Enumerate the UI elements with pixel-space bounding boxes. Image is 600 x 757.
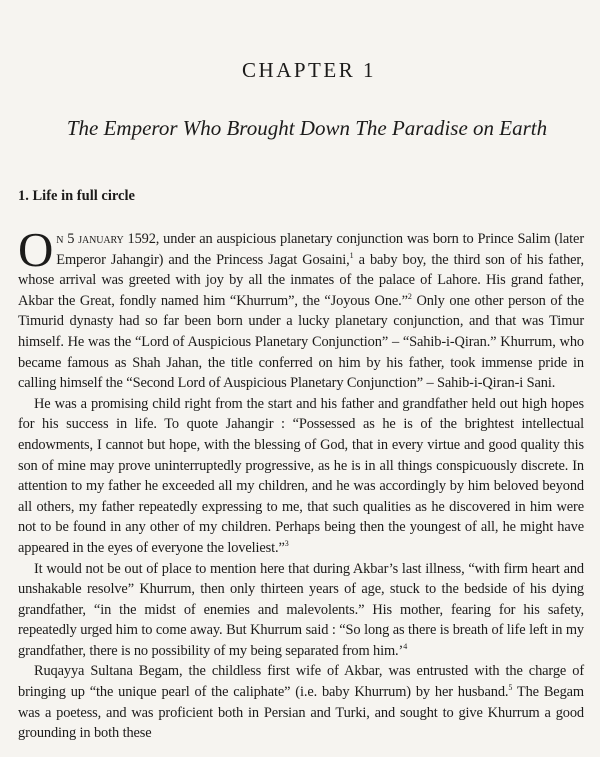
chapter-title: The Emperor Who Brought Down The Paradise on Earth (66, 116, 548, 140)
footnote-ref: 2 (407, 291, 412, 301)
paragraph: Ruqayya Sultana Begam, the childless first wife of Akbar, was entrusted with the charge of bringing up “the unique pearl of the caliphate” (i.e. baby Khurrum) by her husband.$^5$ The Begam was a poetess, and was proficient both in Persian and Turki, and sought to give Khurrum a good grounding in both these (18, 663, 584, 742)
paragraph: He was a promising child right from the start and his father and grandfather held out high hopes for his success in life. To quote Jahangir : “Possessed as he is of the brightest intellectual endowments, I cannot but hope, with the blessing of God, that in every virtue and good quality this son of mine may prove uninterruptedly progressive, as he is in all things conspicuously discrete. In attention to my father he exceeded all my children, and he was accordingly by him beloved beyond all others, my father repeatedly expressing to me, that such qualities as he discovered in him were not to be found in any other of my children. Perhaps being then the youngest of all, he might have appeared in the eyes of everyone the loveliest.”$^3$ (18, 395, 584, 556)
lead-smallcaps: n 5 january (56, 231, 124, 247)
footnote-ref: 5 (508, 683, 513, 693)
footnote-ref: 1 (349, 250, 354, 260)
section-heading: 1. Life in full circle (18, 188, 135, 204)
paragraph: It would not be out of place to mention here that during Akbar’s last illness, “with firm heart and unshakable resolve” Khurrum, then only thirteen years of age, stuck to the bedside of his dying grandfather, “in the midst of enemies and malevolents.” His mother, fearing for his safety, repeatedly urged him to come away. But Khurrum said : “So long as there is breath of life left in my grandfather, there is no possibility of my being separated from him.’$^4$ (18, 560, 584, 659)
drop-cap: O (18, 222, 54, 277)
footnote-ref: 3 (284, 538, 289, 548)
footnote-ref: 4 (403, 641, 408, 651)
body-text (18, 222, 584, 744)
chapter-label: CHAPTER 1 (242, 58, 376, 82)
paragraph: On 5 january 1592, under an auspicious planetary conjunction was born to Prince Salim (later Emperor Jahangir) and the Princess Jagat Gosaini,$^1$ a baby boy, the third son of his father, whose arrival was greeted with joy by all the inmates of the palace of Lahore. His grand father, Akbar the Great, fondly named him “Khurrum”, the “Joyous One.”$^2$ Only one other person of the Timurid dynasty had so far been born under a lucky planetary conjunction, and that was Timur himself. He was the “Lord of Auspicious Planetary Conjunction” – “Sahib-i-Qiran.” Khurrum, who became famous as Shah Jahan, the title conferred on him by his father, took immense pride in calling himself the “Second Lord of Auspicious Planetary Conjunction” – Sahib-i-Qiran-i Sani. (18, 222, 584, 392)
